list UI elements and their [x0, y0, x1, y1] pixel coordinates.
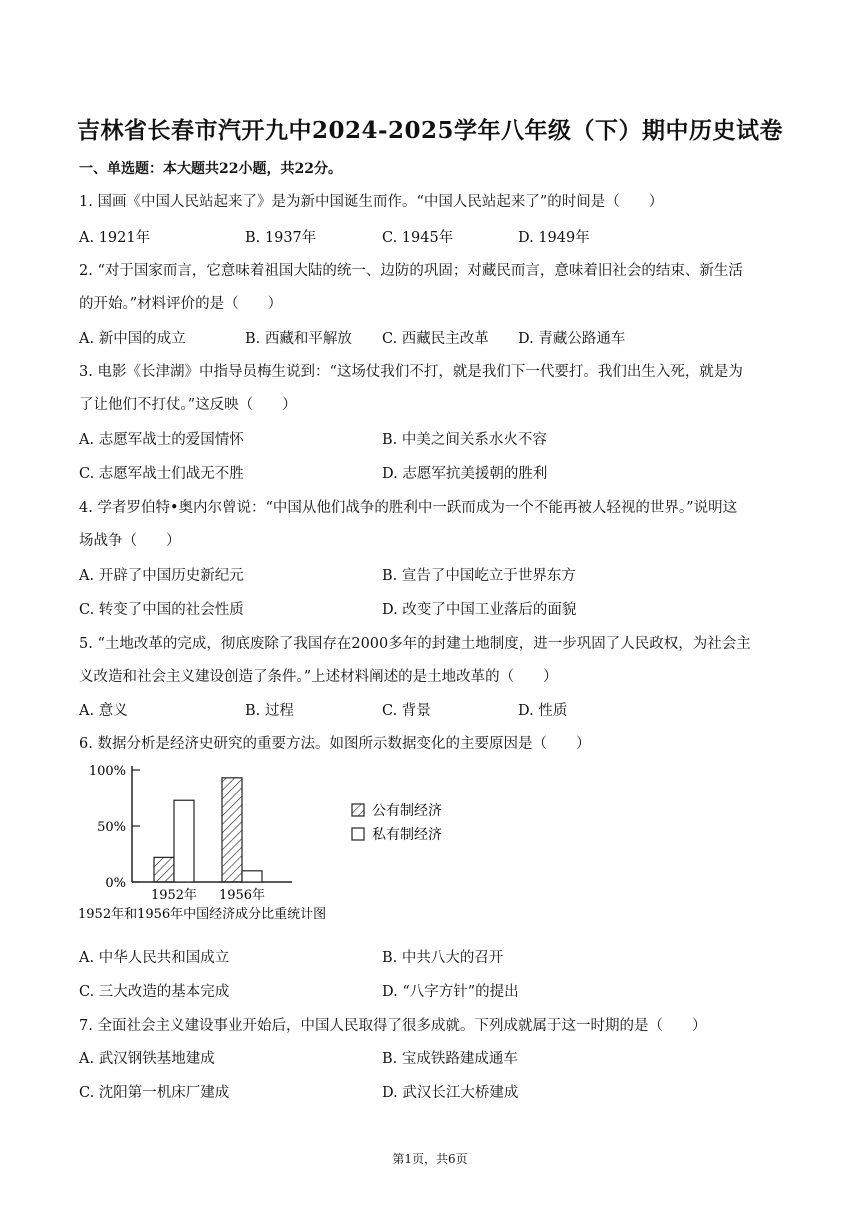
q5-option-a[interactable]: A. 意义 — [79, 703, 128, 719]
q1-option-a[interactable]: A. 1921年 — [79, 230, 151, 246]
section-heading: 一、单选题：本大题共22小题，共22分。 — [79, 161, 342, 177]
chart-bar-private-1 — [242, 871, 262, 882]
q3-option-b[interactable]: B. 中美之间关系水火不容 — [382, 432, 547, 448]
economy-bar-chart — [76, 758, 476, 938]
question-2-text-line-1: 2. “对于国家而言，它意味着祖国大陆的统一、边防的巩固；对藏民而言，意味着旧社会的结束、新生活 — [79, 263, 743, 279]
chart-title: 1952年和1956年中国经济成分比重统计图 — [78, 907, 327, 922]
q2-option-a[interactable]: A. 新中国的成立 — [79, 331, 186, 347]
chart-x-tick-label: 1956年 — [218, 888, 266, 903]
q4-option-c[interactable]: C. 转变了中国的社会性质 — [79, 602, 244, 618]
chart-legend-swatch — [352, 804, 364, 816]
chart-legend-label: 公有制经济 — [372, 803, 442, 819]
q4-option-d[interactable]: D. 改变了中国工业落后的面貌 — [382, 602, 577, 618]
q3-option-d[interactable]: D. 志愿军抗美援朝的胜利 — [382, 466, 548, 482]
q2-option-b[interactable]: B. 西藏和平解放 — [245, 331, 352, 347]
q7-option-b[interactable]: B. 宝成铁路建成通车 — [382, 1051, 518, 1067]
q4-option-b[interactable]: B. 宣告了中国屹立于世界东方 — [382, 568, 576, 584]
question-5-text-line-1: 5. “土地改革的完成，彻底废除了我国存在2000多年的封建土地制度，进一步巩固了人民政权，为社会主 — [79, 636, 751, 652]
chart-legend-swatch — [352, 828, 364, 840]
chart-legend-label: 私有制经济 — [372, 827, 442, 843]
q6-option-a[interactable]: A. 中华人民共和国成立 — [79, 950, 230, 966]
q6-option-b[interactable]: B. 中共八大的召开 — [382, 950, 504, 966]
q4-option-a[interactable]: A. 开辟了中国历史新纪元 — [79, 568, 244, 584]
question-4-text-line-2: 场战争（ ） — [79, 533, 181, 549]
chart-bar-private-0 — [174, 800, 194, 882]
q3-option-c[interactable]: C. 志愿军战士们战无不胜 — [79, 466, 244, 482]
question-3-text-line-2: 了让他们不打仗。”这反映（ ） — [79, 397, 297, 413]
question-2-text-line-2: 的开始。”材料评价的是（ ） — [79, 296, 283, 312]
question-5-text-line-2: 义改造和社会主义建设创造了条件。”上述材料阐述的是土地改革的（ ） — [79, 669, 558, 685]
q6-option-d[interactable]: D. “八字方针”的提出 — [382, 984, 519, 1000]
question-3-text-line-1: 3. 电影《长津湖》中指导员梅生说到：“这场仗我们不打，就是我们下一代要打。我们出生入死，就是为 — [79, 364, 743, 380]
question-1-text: 1. 国画《中国人民站起来了》是为新中国诞生而作。“中国人民站起来了”的时间是（ ） — [79, 194, 664, 210]
q7-option-a[interactable]: A. 武汉钢铁基地建成 — [79, 1051, 215, 1067]
chart-x-tick-label: 1952年 — [150, 888, 198, 903]
chart-y-tick-label: 0% — [105, 876, 126, 891]
q5-option-d[interactable]: D. 性质 — [518, 703, 568, 719]
q1-option-b[interactable]: B. 1937年 — [245, 230, 317, 246]
question-4-text-line-1: 4. 学者罗伯特•奥内尔曾说：“中国从他们战争的胜利中一跃而成为一个不能再被人轻视的世界。”说明这 — [79, 500, 738, 516]
q7-option-c[interactable]: C. 沈阳第一机床厂建成 — [79, 1085, 230, 1101]
question-6-text: 6. 数据分析是经济史研究的重要方法。如图所示数据变化的主要原因是（ ） — [79, 736, 591, 752]
q6-option-c[interactable]: C. 三大改造的基本完成 — [79, 984, 230, 1000]
chart-y-tick-label: 50% — [97, 820, 126, 835]
chart-bar-public-1 — [222, 778, 242, 882]
q7-option-d[interactable]: D. 武汉长江大桥建成 — [382, 1085, 519, 1101]
question-7-text: 7. 全面社会主义建设事业开始后，中国人民取得了很多成就。下列成就属于这一时期的是（ ） — [79, 1018, 707, 1034]
q5-option-b[interactable]: B. 过程 — [245, 703, 294, 719]
q3-option-a[interactable]: A. 志愿军战士的爱国情怀 — [79, 432, 244, 448]
q2-option-c[interactable]: C. 西藏民主改革 — [382, 331, 489, 347]
q1-option-c[interactable]: C. 1945年 — [382, 230, 454, 246]
q5-option-c[interactable]: C. 背景 — [382, 703, 431, 719]
q2-option-d[interactable]: D. 青藏公路通车 — [518, 331, 626, 347]
q1-option-d[interactable]: D. 1949年 — [518, 230, 590, 246]
exam-title: 吉林省长春市汽开九中2024-2025学年八年级（下）期中历史试卷 — [76, 117, 784, 144]
chart-y-tick-label: 100% — [88, 764, 126, 779]
chart-bar-public-0 — [154, 857, 174, 882]
page-footer: 第1页，共6页 — [392, 1152, 468, 1166]
